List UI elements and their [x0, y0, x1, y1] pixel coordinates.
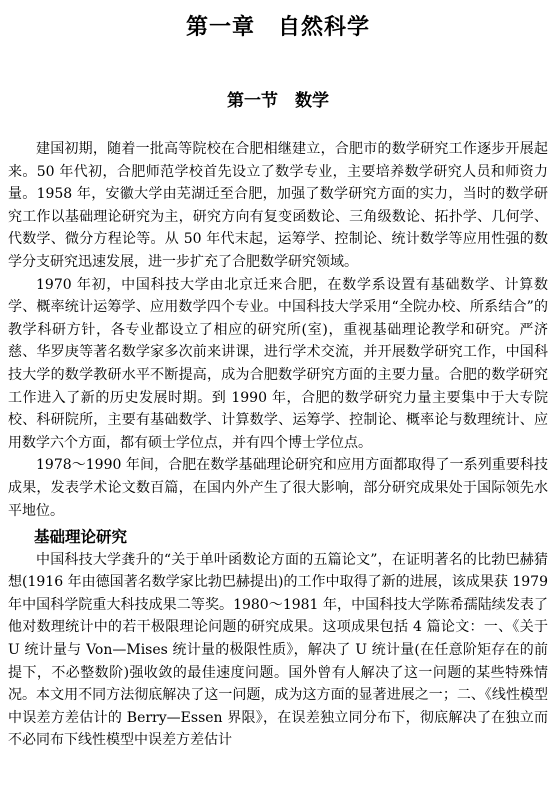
chapter-title: 第一章 自然科学 — [185, 15, 370, 40]
section-title: 第一节 数学 — [227, 91, 329, 111]
subsection-title: 基础理论研究 — [34, 528, 128, 547]
paragraph: 建国初期，随着一批高等院校在合肥相继建立，合肥市的数学研究工作逐步开展起来。50 年代初，合肥师范学校首先设立了数学专业，主要培养数学研究人员和师资力量。1958 年，安徽大学由芜湖迁至合肥，加强了数学研究方面的实力，当时的数学研究工作以基础理论研究为主，研究方向有复变函数论、三角级数论、拓扑学、几何学、代数学、微分方程论等。从 50 年代末起，运筹学、控制论、统计数学等应用性强的数学分支研究迅速发展，进一步扩充了合肥数学研究领域。 — [8, 141, 548, 270]
paragraph: 中国科技大学龚升的“关于单叶函数论方面的五篇论文”，在证明著名的比勃巴赫猜想(1916 年由德国著名数学家比勃巴赫提出)的工作中取得了新的进展，该成果获 1979 年中国科学院重大科技成果二等奖。1980～1981 年，中国科技大学陈希孺陆续发表了他对数理统计中的若干极限理论问题的研究成果。这项成果包括 4 篇论文：一、《关于 U 统计量与 Von—Mises 统计量的极限性质》，解决了 U 统计量(在任意阶矩存在的前提下，不必整数阶)强收敛的最佳速度问题。国外曾有人解决了这一问题的某些特殊情况。本文用不同方法彻底解决了这一问题，成为这方面的显著进展之一；二、《线性模型中误差方差估计的 Berry—Essen 界限》，在误差独立同分布下，彻底解决了在独立而不必同布下线性模型中误差方差估计 — [8, 551, 548, 749]
paragraph: 1970 年初，中国科技大学由北京迁来合肥，在数学系设置有基础数学、计算数学、概率统计运筹学、应用数学四个专业。中国科技大学采用“全院办校、所系结合”的教学科研方针，各专业都设立了相应的研究所(室)，重视基础理论教学和研究。严济慈、华罗庚等著名数学家多次前来讲课，进行学术交流，并开展数学研究工作，中国科技大学的数学教研水平不断提高，成为合肥数学研究方面的主要力量。合肥的数学研究工作进入了新的历史发展时期。到 1990 年，合肥的数学研究力量主要集中于大专院校、科研院所，主要有基础数学、计算数学、运筹学、控制论、概率论与数理统计、应用数学六个方面，都有硕士学位点，并有四个博士学位点。 — [8, 276, 548, 451]
paragraph: 1978～1990 年间，合肥在数学基础理论研究和应用方面都取得了一系列重要科技成果，发表学术论文数百篇，在国内外产生了很大影响，部分研究成果处于国际领先水平地位。 — [8, 457, 548, 519]
body-text — [8, 138, 548, 752]
